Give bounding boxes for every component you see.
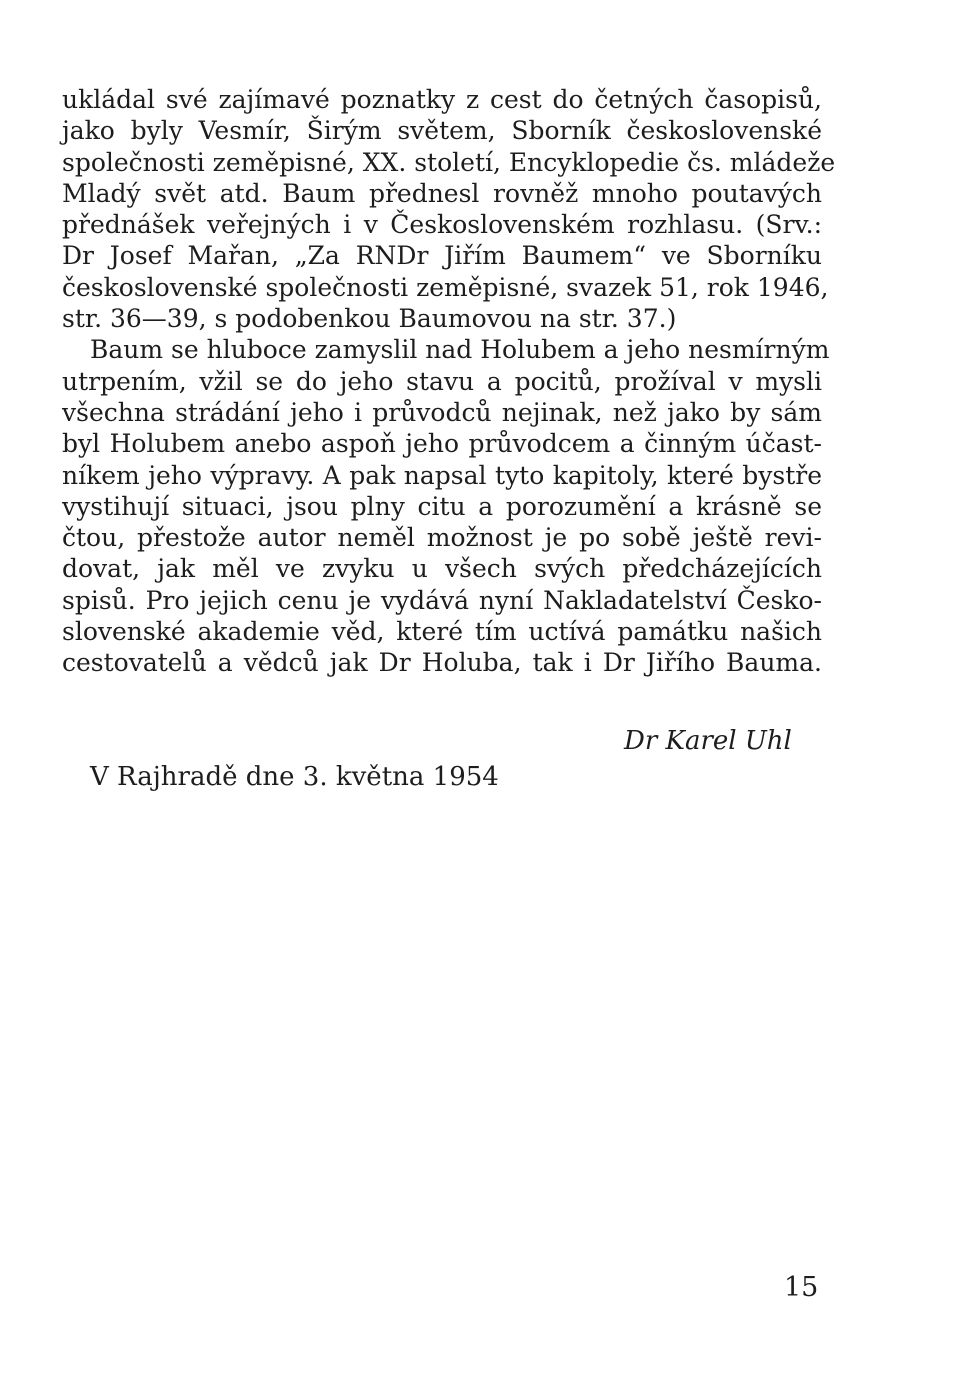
text-line: utrpením, vžil se do jeho stavu a pocitů, prožíval v mysli (62, 366, 822, 396)
text-line: ukládal své zajímavé poznatky z cest do četných časopisů, (62, 85, 822, 114)
text-line: jako byly Vesmír, Širým světem, Sborník československé (62, 116, 822, 146)
text-line: vystihují situaci, jsou plny citu a porozumění a krásně se (62, 491, 822, 521)
text-line: Baum se hluboce zamyslil nad Holubem a jeho nesmírným (90, 335, 830, 365)
text-line: dovat, jak měl ve zvyku u všech svých předcházejících (62, 554, 822, 584)
text-line: str. 36—39, s podobenkou Baumovou na str. 37.) (62, 304, 677, 334)
text-line: byl Holubem anebo aspoň jeho průvodcem a činným účast- (62, 429, 822, 459)
text-line: Dr Josef Mařan, „Za RNDr Jiřím Baumem“ ve Sborníku (62, 241, 822, 271)
text-line: všechna strádání jeho i průvodců nejinak, než jako by sám (62, 397, 822, 427)
text-line: níkem jeho výpravy. A pak napsal tyto kapitoly, které bystře (62, 460, 822, 490)
text-line: společnosti zeměpisné, XX. století, Encyklopedie čs. mládeže (62, 147, 836, 177)
text-line: spisů. Pro jejich cenu je vydává nyní Nakladatelství Česko- (62, 585, 822, 615)
page-number: 15 (784, 1272, 819, 1303)
place-and-date: V Rajhradě dne 3. května 1954 (90, 762, 499, 792)
text-line: Mladý svět atd. Baum přednesl rovněž mnoho poutavých (62, 178, 822, 208)
text-line: přednášek veřejných i v Československém rozhlasu. (Srv.: (62, 210, 822, 240)
text-line: slovenské akademie věd, které tím uctívá památku našich (62, 617, 822, 647)
text-line: československé společnosti zeměpisné, svazek 51, rok 1946, (62, 272, 829, 302)
body-text (62, 84, 836, 679)
text-line: cestovatelů a vědců jak Dr Holuba, tak i Dr Jiřího Bauma. (62, 648, 822, 678)
author-signature: Dr Karel Uhl (624, 726, 792, 756)
text-line: čtou, přestože autor neměl možnost je po sobě ještě revi- (62, 523, 822, 553)
